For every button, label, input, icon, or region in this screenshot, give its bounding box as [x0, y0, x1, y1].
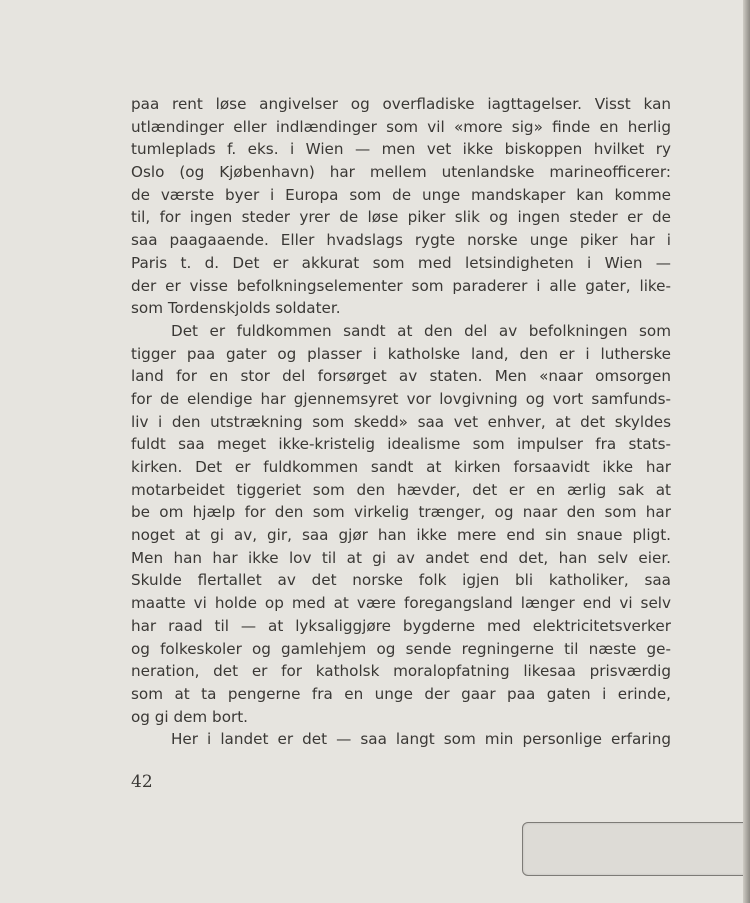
text-line: har raad til — at lyksaliggjøre bygderne med elektricitetsverker	[131, 616, 671, 635]
text-line: og gi dem bort.	[131, 707, 249, 726]
text-line: Paris t. d. Det er akkurat som med letsindigheten i Wien —	[131, 253, 671, 272]
page-edge-shadow	[743, 0, 750, 903]
text-line: paa rent løse angivelser og overfladiske iagttagelser. Visst kan	[131, 95, 671, 113]
text-line: Skulde flertallet av det norske folk igjen bli katholiker, saa	[131, 571, 671, 590]
text-line: be om hjælp for den som virkelig trænger, og naar den som har	[131, 503, 671, 522]
text-line: der er visse befolkningselementer som paraderer i alle gater, like-	[131, 276, 671, 295]
text-line: Her i landet er det — saa langt som min personlige erfaring	[171, 730, 671, 749]
text-line: fuldt saa meget ikke-kristelig idealisme som impulser fra stats-	[131, 435, 671, 454]
text-line: og folkeskoler og gamlehjem og sende regningerne til næste ge-	[131, 639, 671, 658]
text-line: Men han har ikke lov til at gi av andet end det, han selv eier.	[131, 548, 671, 567]
text-line: til, for ingen steder yrer de løse piker slik og ingen steder er de	[131, 208, 671, 227]
text-line: kirken. Det er fuldkommen sandt at kirken forsaavidt ikke har	[131, 458, 671, 476]
text-line: tigger paa gater og plasser i katholske land, den er i lutherske	[131, 344, 671, 363]
text-line: land for en stor del forsørget av staten. Men «naar omsorgen	[131, 367, 671, 386]
text-line: Det er fuldkommen sandt at den del av befolkningen som	[171, 321, 671, 340]
text-line: motarbeidet tiggeriet som den hævder, det er en ærlig sak at	[131, 480, 671, 499]
text-line: som Tordenskjolds soldater.	[131, 299, 341, 318]
text-line: liv i den utstrækning som skedd» saa vet enhver, at det skyldes	[131, 412, 671, 431]
text-line: de værste byer i Europa som de unge mandskaper kan komme	[131, 185, 671, 204]
body-text	[131, 93, 671, 751]
text-line: utlændinger eller indlændinger som vil «more sig» finde en herlig	[131, 117, 671, 136]
text-line: som at ta pengerne fra en unge der gaar paa gaten i erinde,	[131, 684, 671, 703]
text-line: noget at gi av, gir, saa gjør han ikke mere end sin snaue pligt.	[131, 526, 671, 545]
text-line: tumleplads f. eks. i Wien — men vet ikke biskoppen hvilket ry	[131, 140, 671, 159]
text-line: saa paagaaende. Eller hvadslags rygte norske unge piker har i	[131, 231, 671, 250]
library-label-sticker	[522, 822, 750, 876]
text-line: neration, det er for katholsk moralopfatning likesaa prisværdig	[131, 662, 671, 681]
text-line: for de elendige har gjennemsyret vor lovgivning og vort samfunds-	[131, 389, 671, 408]
text-line: maatte vi holde op med at være foregangsland længer end vi selv	[131, 594, 671, 613]
page-number: 42	[131, 772, 153, 792]
text-line: Oslo (og Kjøbenhavn) har mellem utenlandske marineofficerer:	[131, 163, 671, 182]
